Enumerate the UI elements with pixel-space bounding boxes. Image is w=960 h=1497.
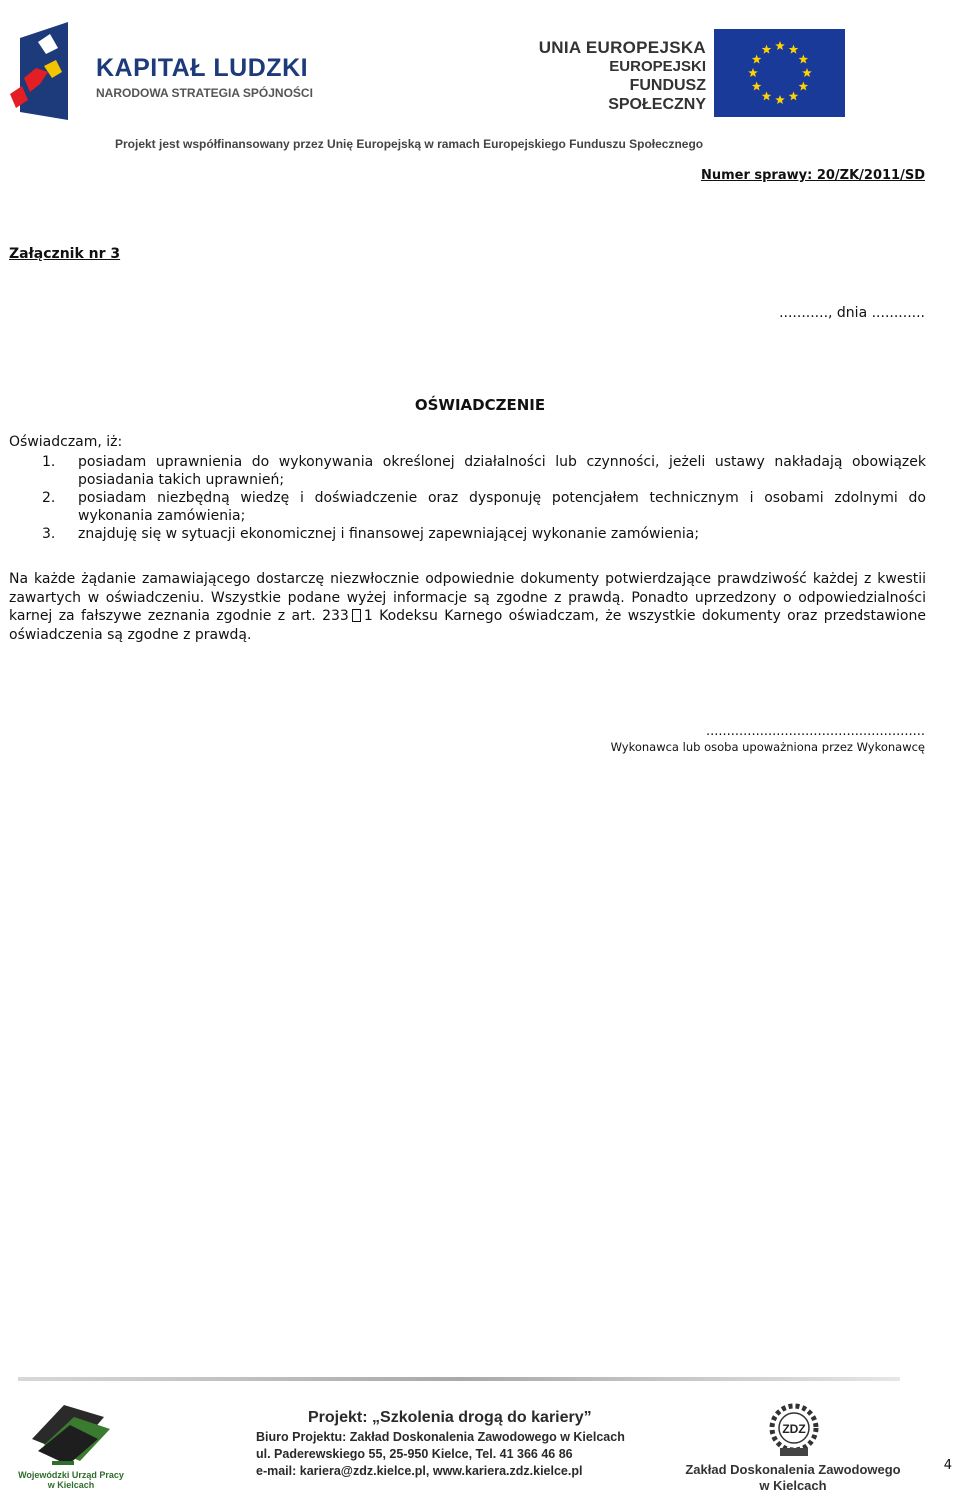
kapital-ludzki-subtitle: NARODOWA STRATEGIA SPÓJNOŚCI: [96, 86, 313, 100]
eu-label-line3: FUNDUSZ SPOŁECZNY: [608, 77, 706, 113]
wup-label-line1: Wojewódzki Urząd Pracy: [18, 1470, 124, 1480]
list-item-text: znajduję się w sytuacji ekonomicznej i finansowej zapewniającej wykonanie zamówienia;: [78, 526, 700, 542]
statement-intro: Oświadczam, iż:: [9, 434, 123, 450]
kapital-ludzki-title: KAPITAŁ LUDZKI: [96, 54, 309, 82]
case-number: Numer sprawy: 20/ZK/2011/SD: [700, 168, 925, 183]
list-item-number: 1.: [42, 454, 56, 470]
project-address: ul. Paderewskiego 55, 25-950 Kielce, Tel. 41 366 46 86: [256, 1447, 573, 1461]
svg-text:ZDZ: ZDZ: [782, 1422, 806, 1436]
project-title: Projekt: „Szkolenia drogą do kariery”: [308, 1409, 592, 1426]
paragraph-text-before: Na każde żądanie zamawiającego dostarczę niezwłocznie odpowiednie dokumenty potwierdzające prawdziwość każdej z kwestii zawartych w oświadczeniu. Wszystkie podane wyżej informacje są zgodne z prawdą. Ponadto uprzedzony o odpowiedzialności karnej za fałszywe zeznania zgodnie z art. 233: [9, 571, 926, 624]
signature-label: Wykonawca lub osoba upoważniona przez Wykonawcę: [610, 740, 925, 754]
eu-label: [528, 38, 706, 114]
cofinancing-note: Projekt jest współfinansowany przez Unię Europejską w ramach Europejskiego Funduszu Społecznego: [115, 137, 704, 151]
document-title: OŚWIADCZENIE: [414, 396, 546, 414]
eu-label-line2: EUROPEJSKI: [609, 58, 706, 75]
place-date-line: ..........., dnia ............: [779, 305, 925, 321]
list-item-number: 3.: [42, 526, 56, 542]
wup-label-line2: w Kielcach: [47, 1480, 95, 1490]
list-item: [9, 525, 926, 543]
statement-list: [9, 453, 926, 543]
page-number: 4: [943, 1458, 952, 1473]
zdz-label-line1: Zakład Doskonalenia Zawodowego: [685, 1462, 901, 1477]
section-sign-icon: [352, 609, 361, 622]
list-item: [9, 453, 926, 489]
zdz-label-line2: w Kielcach: [759, 1478, 827, 1493]
project-contact: e-mail: kariera@zdz.kielce.pl, www.kariera.zdz.kielce.pl: [256, 1464, 583, 1478]
project-info: [256, 1407, 625, 1480]
eu-label-line1: UNIA EUROPEJSKA: [538, 38, 706, 57]
signature-line: .....................................................: [705, 724, 925, 739]
footer-divider: [18, 1377, 900, 1381]
annex-label: Załącznik nr 3: [9, 246, 121, 262]
paragraph-text-after: 1 Kodeksu Karnego oświadczam, że wszystkie dokumenty oraz przedstawione oświadczenia są zgodne z prawdą.: [9, 608, 926, 643]
wup-label: [14, 1470, 128, 1490]
project-office: Biuro Projektu: Zakład Doskonalenia Zawodowego w Kielcach: [256, 1430, 625, 1444]
declaration-paragraph: [9, 570, 926, 644]
zdz-logo-icon: [762, 1402, 826, 1460]
list-item-text: posiadam niezbędną wiedzę i doświadczenie oraz dysponuję potencjałem technicznym i osobami zdolnymi do wykonania zamówienia;: [78, 490, 926, 524]
list-item-number: 2.: [42, 490, 56, 506]
zdz-label: [676, 1462, 910, 1494]
eu-flag-icon: [714, 29, 845, 117]
list-item: [9, 489, 926, 525]
list-item-text: posiadam uprawnienia do wykonywania określonej działalności lub czynności, jeżeli ustawy nakładają obowiązek posiadania takich uprawnień;: [78, 454, 926, 488]
